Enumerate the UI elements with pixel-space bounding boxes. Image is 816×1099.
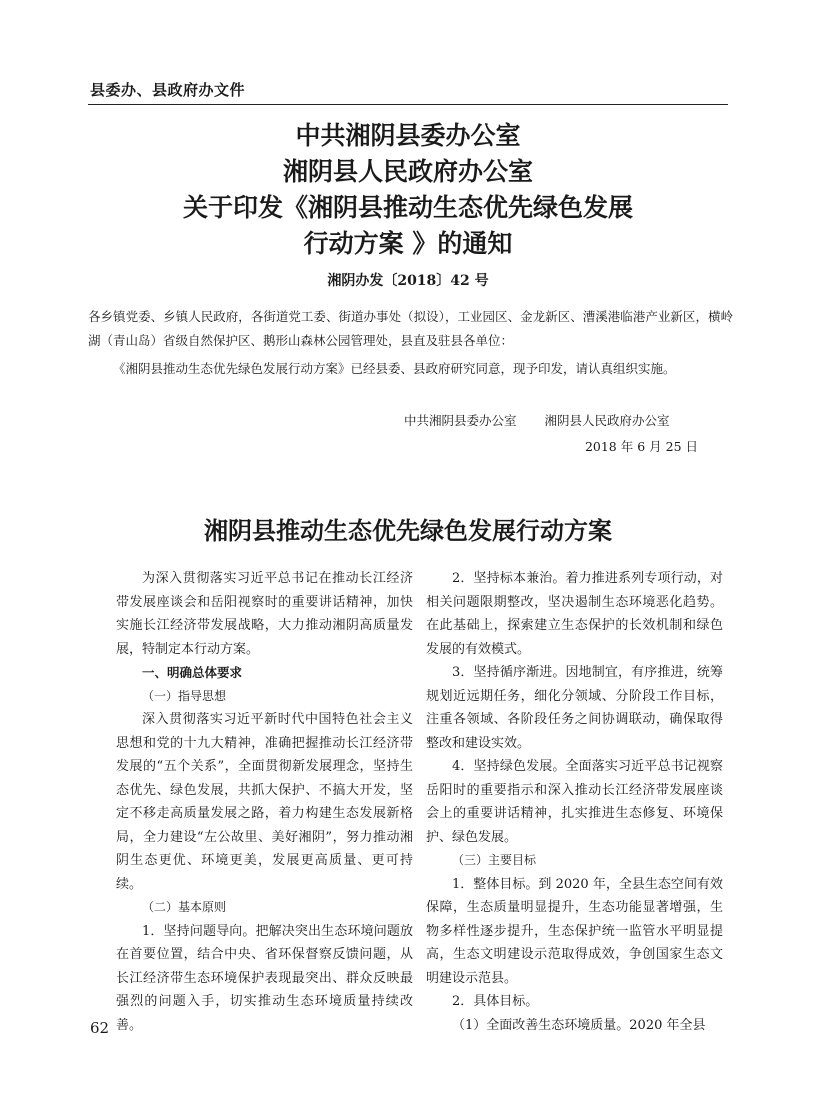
paragraph: 4．坚持绿色发展。全面落实习近平总书记视察岳阳时的重要指示和深入推动长江经济带发展座谈会上的重要讲话精神，扎实推进生态修复、环境保护、绿色发展。 [426,759,723,845]
section-header-label: 县委办、县政府办文件 [90,81,246,99]
signers [404,411,670,429]
plan-title: 湘阴县推动生态优先绿色发展行动方案 [204,516,612,545]
paragraph: （1）全面改善生态环境质量。2020 年全县 [452,1017,706,1033]
title-line: 行动方案 》的通知 [303,229,513,258]
sign-date: 2018 年 6 月 25 日 [584,439,698,454]
left-column [116,567,413,1037]
subsection-heading: （二）基本原则 [142,900,227,914]
paragraph: 为深入贯彻落实习近平总书记在推动长江经济带发展座谈会和岳阳视察时的重要讲话精神，加快实施长江经济带发展战略，大力推动湘阴高质量发展，特制定本行动方案。 [116,571,413,657]
paragraph: 3．坚持循序渐进。因地制宜，有序推进，统筹规划近远期任务，细化分领域、分阶段工作目标，注重各领域、各阶段任务之间协调联动，确保取得整改和建设实效。 [426,665,723,751]
recipients-paragraph: 各乡镇党委、乡镇人民政府，各街道党工委、街道办事处（拟设），工业园区、金龙新区、漕溪港临港产业新区，横岭湖（青山岛）省级自然保护区、鹅形山森林公园管理处，县直及驻县各单位： [88,309,733,348]
document-number: 湘阴办发〔2018〕42 号 [327,273,489,289]
subsection-heading: （三）主要目标 [452,853,537,867]
title-line: 中共湘阴县委办公室 [295,121,521,150]
intro-paragraph: 《湘阴县推动生态优先绿色发展行动方案》已经县委、县政府研究同意，现予印发，请认真组织实施。 [113,361,676,376]
title-line: 湘阴县人民政府办公室 [282,157,533,186]
signer-government-office: 湘阴县人民政府办公室 [544,413,670,428]
paragraph: 1．整体目标。到 2020 年，全县生态空间有效保障，生态质量明显提升，生态功能显著增强，生物多样性逐步提升，生态保护统一监管水平明显提高，生态文明建设示范取得成效，争创国家生态文明建设示范县。 [426,876,723,986]
section-heading: 一、明确总体要求 [142,665,243,680]
right-column [426,567,723,1037]
subsection-heading: （一）指导思想 [142,688,227,703]
title-line: 关于印发《湘阴县推动生态优先绿色发展 [182,193,633,222]
header-divider [88,104,728,105]
signer-party-office: 中共湘阴县委办公室 [404,413,517,428]
paragraph: 1．坚持问题导向。把解决突出生态环境问题放在首要位置，结合中央、省环保督察反馈问题，从长江经济带生态环境保护表现最突出、群众反映最强烈的问题入手，切实推动生态环境质量持续改善。 [116,923,413,1033]
paragraph: 2．具体目标。 [452,994,539,1009]
notice-title [88,118,728,262]
paragraph: 2．坚持标本兼治。着力推进系列专项行动，对相关问题限期整改，坚决遏制生态环境恶化趋势。在此基础上，探索建立生态保护的长效机制和绿色发展的有效模式。 [426,571,723,657]
page-number: 62 [90,1019,110,1037]
paragraph: 深入贯彻落实习近平新时代中国特色社会主义思想和党的十九大精神，准确把握推动长江经济带发展的“五个关系”，全面贯彻新发展理念，坚持生态优先、绿色发展，共抓大保护、不搞大开发，坚定不移走高质量发展之路，着力构建生态发展新格局，全力建设“左公故里、美好湘阴”，努力推动湘阴生态更优、环境更美，发展更高质量、更可持续。 [116,712,413,892]
